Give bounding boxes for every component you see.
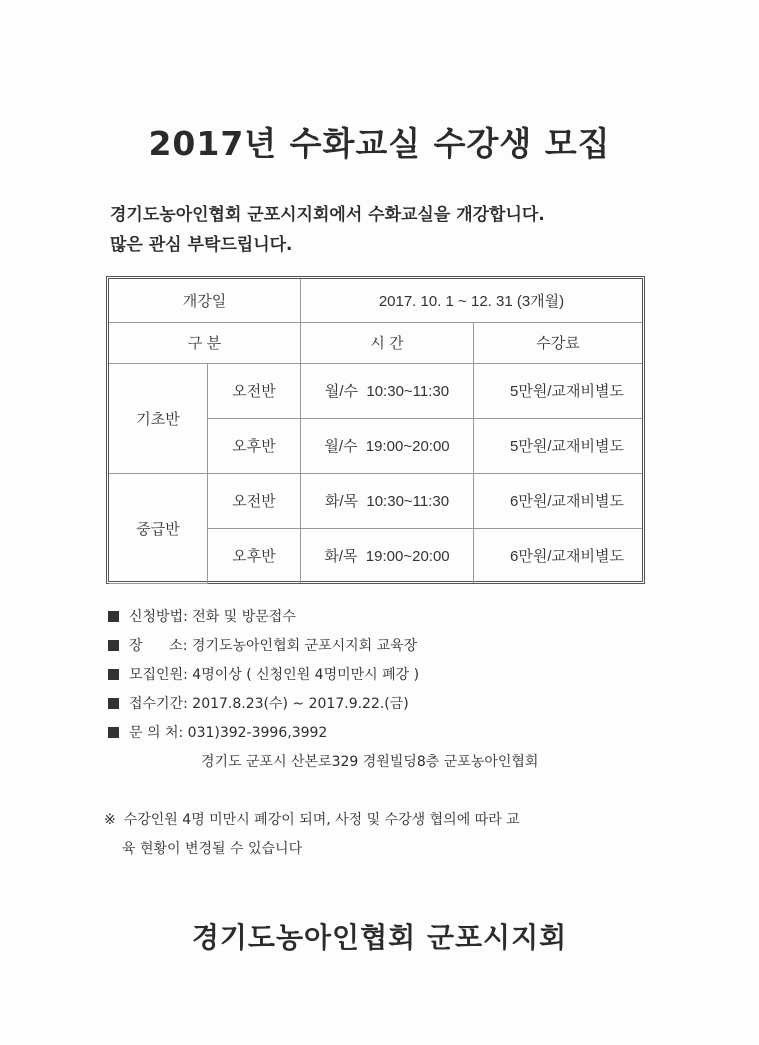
session-cell: 오후반	[208, 528, 301, 583]
schedule-table	[106, 276, 645, 584]
info-label: 모집인원	[129, 667, 184, 683]
intro-text	[110, 200, 545, 260]
organization-name: 경기도농아인협회 군포시지회	[191, 921, 568, 954]
info-item-contact: 문 의 처: 031)392-3996,3992	[108, 719, 538, 748]
group-name: 중급반	[109, 473, 208, 583]
table-row	[109, 473, 642, 528]
fee-cell: 6만원/교재비별도	[474, 528, 643, 583]
info-item-location: 장 소: 경기도농아인협회 군포시지회 교육장	[108, 632, 538, 661]
table-row	[109, 363, 642, 418]
header-fee: 수강료	[474, 322, 643, 363]
info-value: 2017.8.23(수) ~ 2017.9.22.(금)	[192, 696, 409, 712]
session-cell: 오전반	[208, 473, 301, 528]
info-label: 장 소	[129, 638, 183, 654]
square-bullet-icon	[108, 669, 119, 680]
info-list	[108, 603, 538, 777]
info-value: 4명이상 ( 신청인원 4명미만시 폐강 )	[192, 667, 420, 683]
opening-value: 2017. 10. 1 ~ 12. 31 (3개월)	[301, 279, 643, 322]
fee-cell: 5만원/교재비별도	[474, 418, 643, 473]
page-title: 2017년 수화교실 수강생 모집	[148, 124, 611, 163]
notice-line-2: 육 현황이 변경될 수 있습니다	[122, 841, 303, 857]
time-cell: 화/목 19:00~20:00	[301, 528, 474, 583]
intro-line-1: 경기도농아인협회 군포시지회에서 수화교실을 개강합니다.	[110, 205, 545, 225]
session-cell: 오전반	[208, 363, 301, 418]
session-cell: 오후반	[208, 418, 301, 473]
info-value: 경기도농아인협회 군포시지회 교육장	[191, 638, 418, 654]
info-label: 신청방법	[129, 609, 184, 625]
square-bullet-icon	[108, 611, 119, 622]
intro-line-2: 많은 관심 부탁드립니다.	[110, 235, 293, 255]
info-item-period: 접수기간: 2017.8.23(수) ~ 2017.9.22.(금)	[108, 690, 538, 719]
opening-row	[109, 279, 642, 322]
fee-cell: 5만원/교재비별도	[474, 363, 643, 418]
time-cell: 월/수 10:30~11:30	[301, 363, 474, 418]
info-item-capacity: 모집인원: 4명이상 ( 신청인원 4명미만시 폐강 )	[108, 661, 538, 690]
info-label: 접수기간	[129, 696, 184, 712]
group-name: 기초반	[109, 363, 208, 473]
square-bullet-icon	[108, 727, 119, 738]
info-value: 031)392-3996,3992	[187, 725, 328, 741]
header-time: 시 간	[301, 322, 474, 363]
notice	[104, 806, 644, 864]
reference-mark-icon: ※	[104, 812, 116, 828]
square-bullet-icon	[108, 698, 119, 709]
time-cell: 화/목 10:30~11:30	[301, 473, 474, 528]
opening-label: 개강일	[109, 279, 301, 322]
square-bullet-icon	[108, 640, 119, 651]
time-cell: 월/수 19:00~20:00	[301, 418, 474, 473]
info-item-apply-method: 신청방법: 전화 및 방문접수	[108, 603, 538, 632]
header-row	[109, 322, 642, 363]
fee-cell: 6만원/교재비별도	[474, 473, 643, 528]
info-value: 전화 및 방문접수	[192, 609, 296, 625]
header-category: 구 분	[109, 322, 301, 363]
notice-line-1: 수강인원 4명 미만시 폐강이 되며, 사정 및 수강생 협의에 따라 교	[123, 812, 520, 828]
address: 경기도 군포시 산본로329 경원빌딩8층 군포농아인협회	[201, 754, 539, 770]
info-label: 문 의 처	[129, 725, 179, 741]
